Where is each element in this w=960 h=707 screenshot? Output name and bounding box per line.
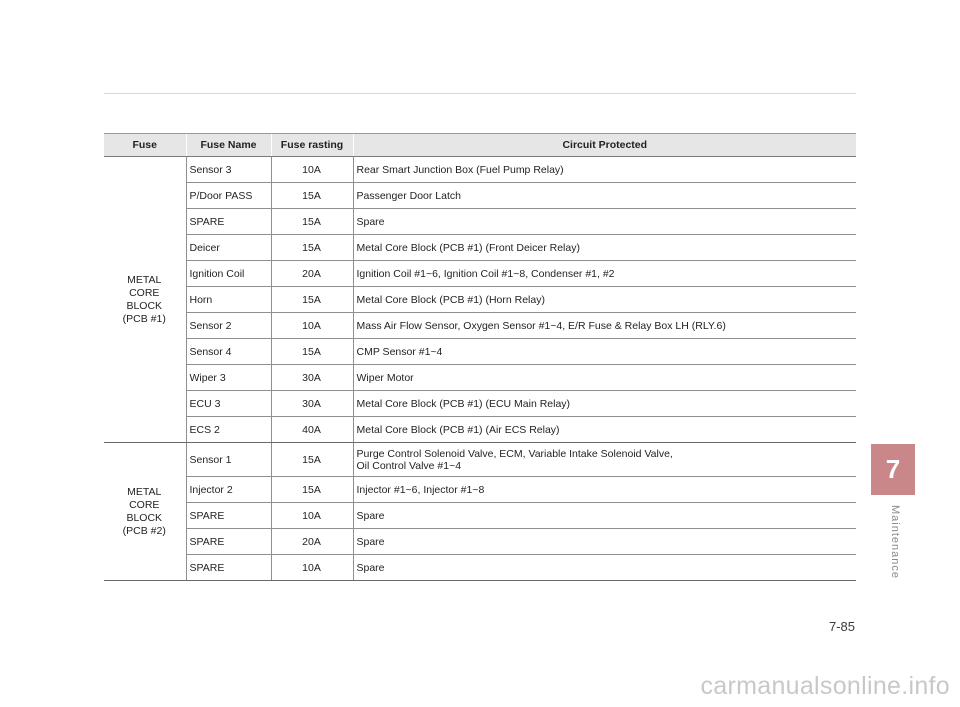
circuit-protected-cell: [353, 183, 856, 209]
fuse-block-label: [104, 443, 186, 581]
fuse-name-cell: ECS 2: [186, 417, 271, 443]
chapter-tab: [871, 444, 915, 495]
fuse-block-label: [104, 157, 186, 443]
fuse-table: [104, 133, 856, 581]
table-row: [104, 443, 856, 477]
circuit-protected-cell: [353, 503, 856, 529]
fuse-rating-cell: 10A: [271, 503, 353, 529]
fuse-rating-cell: 15A: [271, 339, 353, 365]
circuit-protected-cell: [353, 235, 856, 261]
table-row: [104, 391, 856, 417]
circuit-protected-cell: [353, 443, 856, 477]
table-row: [104, 339, 856, 365]
table-row: [104, 209, 856, 235]
fuse-rating-cell: 30A: [271, 391, 353, 417]
table-row: [104, 417, 856, 443]
table-header-row: [104, 134, 856, 157]
circuit-line: Spare: [356, 535, 385, 548]
circuit-protected-cell: [353, 339, 856, 365]
fuse-block-label-line: (PCB #2): [122, 524, 166, 537]
circuit-line: Spare: [356, 561, 385, 574]
fuse-rating-cell: 15A: [271, 209, 353, 235]
header-fuse-name: Fuse Name: [186, 134, 271, 157]
circuit-protected-cell: [353, 477, 856, 503]
fuse-rating-cell: 10A: [271, 555, 353, 581]
table-row: [104, 365, 856, 391]
circuit-line: Mass Air Flow Sensor, Oxygen Sensor #1~4, E/R Fuse & Relay Box LH (RLY.6): [356, 319, 726, 332]
circuit-protected-cell: [353, 529, 856, 555]
circuit-line: Wiper Motor: [356, 371, 414, 384]
table-row: [104, 477, 856, 503]
circuit-line: Injector #1~6, Injector #1~8: [356, 483, 485, 496]
fuse-rating-cell: 10A: [271, 157, 353, 183]
table-row: [104, 287, 856, 313]
fuse-name-cell: Sensor 4: [186, 339, 271, 365]
circuit-line: Rear Smart Junction Box (Fuel Pump Relay): [356, 163, 564, 176]
circuit-line: Spare: [356, 215, 385, 228]
table-row: [104, 313, 856, 339]
table-row: [104, 183, 856, 209]
fuse-block-label-line: CORE: [129, 286, 160, 299]
circuit-line: Purge Control Solenoid Valve, ECM, Variable Intake Solenoid Valve,: [356, 447, 673, 460]
circuit-protected-cell: [353, 157, 856, 183]
circuit-protected-cell: [353, 417, 856, 443]
table-row: [104, 157, 856, 183]
header-fuse-rating: Fuse rasting: [271, 134, 353, 157]
fuse-name-cell: Horn: [186, 287, 271, 313]
fuse-name-cell: Ignition Coil: [186, 261, 271, 287]
header-fuse: Fuse: [104, 134, 186, 157]
fuse-name-cell: Sensor 2: [186, 313, 271, 339]
table-row: [104, 503, 856, 529]
fuse-name-cell: SPARE: [186, 503, 271, 529]
table-row: [104, 529, 856, 555]
circuit-line: Metal Core Block (PCB #1) (Front Deicer Relay): [356, 241, 580, 254]
page-number: 7-85: [828, 619, 855, 634]
circuit-line: Metal Core Block (PCB #1) (Air ECS Relay): [356, 423, 560, 436]
fuse-name-cell: Deicer: [186, 235, 271, 261]
fuse-rating-cell: 15A: [271, 443, 353, 477]
chapter-label: Maintenance: [889, 505, 901, 579]
fuse-rating-cell: 15A: [271, 183, 353, 209]
fuse-rating-cell: 40A: [271, 417, 353, 443]
circuit-protected-cell: [353, 261, 856, 287]
fuse-rating-cell: 15A: [271, 235, 353, 261]
top-rule: [104, 93, 856, 94]
fuse-block-label-line: CORE: [129, 498, 160, 511]
circuit-protected-cell: [353, 209, 856, 235]
header-circuit-protected: Circuit Protected: [353, 134, 856, 157]
fuse-name-cell: SPARE: [186, 555, 271, 581]
fuse-name-cell: SPARE: [186, 529, 271, 555]
table-row: [104, 261, 856, 287]
fuse-block-label-line: METAL: [127, 485, 162, 498]
fuse-block-label-line: (PCB #1): [122, 312, 166, 325]
fuse-block-label-line: BLOCK: [126, 511, 163, 524]
circuit-line: Spare: [356, 509, 385, 522]
circuit-line: Ignition Coil #1~6, Ignition Coil #1~8, Condenser #1, #2: [356, 267, 615, 280]
circuit-protected-cell: [353, 287, 856, 313]
fuse-block-label-line: METAL: [127, 273, 162, 286]
circuit-line: CMP Sensor #1~4: [356, 345, 443, 358]
fuse-rating-cell: 30A: [271, 365, 353, 391]
fuse-rating-cell: 20A: [271, 261, 353, 287]
circuit-protected-cell: [353, 555, 856, 581]
fuse-name-cell: ECU 3: [186, 391, 271, 417]
fuse-name-cell: Injector 2: [186, 477, 271, 503]
circuit-line: Oil Control Valve #1~4: [356, 459, 462, 472]
fuse-block-label-line: BLOCK: [126, 299, 163, 312]
circuit-protected-cell: [353, 313, 856, 339]
circuit-line: Passenger Door Latch: [356, 189, 461, 202]
table-row: [104, 235, 856, 261]
watermark: carmanualsonline.info: [700, 672, 950, 700]
circuit-protected-cell: [353, 391, 856, 417]
table-row: [104, 555, 856, 581]
fuse-table-body: [104, 157, 856, 581]
fuse-rating-cell: 10A: [271, 313, 353, 339]
fuse-name-cell: Wiper 3: [186, 365, 271, 391]
fuse-name-cell: Sensor 3: [186, 157, 271, 183]
fuse-rating-cell: 15A: [271, 287, 353, 313]
circuit-protected-cell: [353, 365, 856, 391]
fuse-rating-cell: 15A: [271, 477, 353, 503]
fuse-name-cell: Sensor 1: [186, 443, 271, 477]
chapter-number: 7: [885, 454, 901, 484]
fuse-rating-cell: 20A: [271, 529, 353, 555]
fuse-name-cell: P/Door PASS: [186, 183, 271, 209]
circuit-line: Metal Core Block (PCB #1) (ECU Main Relay): [356, 397, 571, 410]
fuse-name-cell: SPARE: [186, 209, 271, 235]
circuit-line: Metal Core Block (PCB #1) (Horn Relay): [356, 293, 545, 306]
